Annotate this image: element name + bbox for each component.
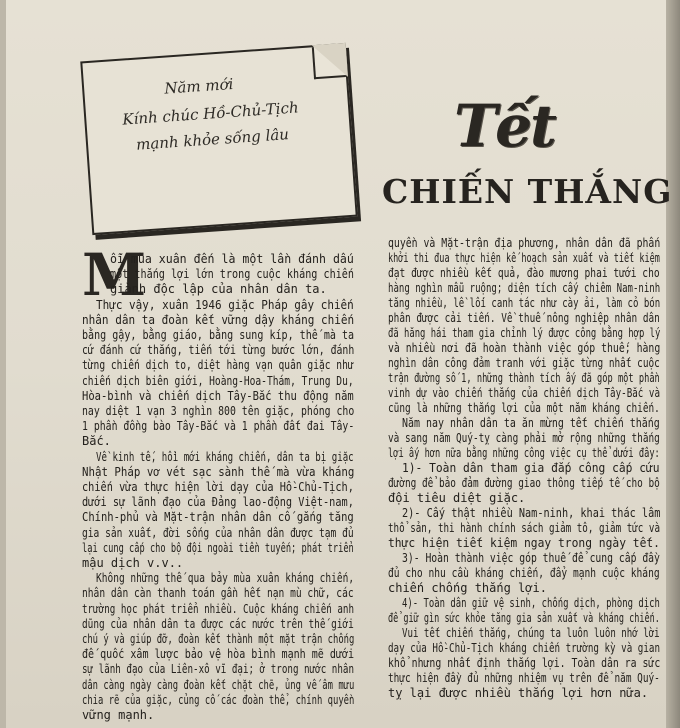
- right-column-line: quyền và Mặt-trận địa phương, nhân dân đã phấn: [388, 236, 661, 250]
- right-column-line: và sang năm Quý-tỵ càng phải mở rộng những thắng: [388, 431, 660, 445]
- left-column-line: nhân dân càn thanh toán gần hết nạn mù chữ, các: [82, 586, 354, 601]
- right-column-line: Năm nay nhân dân ta ăn mừng tết chiến thắng: [402, 416, 660, 430]
- right-column-line: cũng là những thắng lợi của một năm kháng chiến.: [388, 401, 660, 415]
- left-column-line: chiến dịch biên giới, Hoàng-Hoa-Thám, Trung Du,: [82, 373, 354, 388]
- left-column-line: trường học phát triển nhiều. Cuộc kháng chiến anh: [82, 601, 355, 616]
- left-column-line: nhân dân ta đoàn kết vững dậy kháng chiến: [82, 312, 355, 327]
- left-column-line: chiến vừa thực hiện lời dạy của Hồ-Chủ-Tịch,: [82, 480, 354, 494]
- left-column-line: dưới sự lãnh đạo của Đảng lao-động Việt-nam,: [82, 495, 354, 510]
- right-column-line: 3)- Hoàn thành việc góp thuế để cung cấp đầy: [402, 551, 660, 565]
- greeting-line-2: Kính chúc Hồ-Chủ-Tịch: [121, 98, 300, 129]
- greeting-line-1: Năm mới: [163, 74, 234, 98]
- left-column-line: mậu dịch v.v..: [82, 556, 184, 570]
- right-column-line: và nhiều nơi đã hoàn thành việc góp thuế; hàng: [388, 341, 661, 355]
- right-column-line: trận đường số 1, những thành tích ấy đã góp một phần: [388, 371, 660, 385]
- drop-cap: M: [82, 241, 147, 309]
- right-column-line: thổ sản, thi hành chính sách giảm tô, giảm tức và: [388, 521, 661, 535]
- left-column-line: giành độc lập của nhân dân ta.: [110, 282, 327, 297]
- left-column-line: đế quốc xâm lược bảo vệ hòa bình mạnh mẽ dưới: [82, 647, 355, 662]
- left-column-line: Bắc.: [82, 434, 111, 449]
- left-column-line: Chính-phủ và Mặt-trận nhân dân cố gắng tăng: [82, 510, 354, 525]
- right-column-line: phân được cải tiến. Về thuế nông nghiệp nhân dân: [388, 311, 660, 325]
- right-column-line: 2)- Cấy thật nhiều Nam-ninh, khai thác lâm: [402, 506, 661, 520]
- left-column-line: 1 phần đồng bào Tây-Bắc và 1 phần đất đai Tây-: [82, 419, 355, 434]
- left-column-line: cứ đánh cứ thắng, tiến tới từng bước lớn, đánh: [82, 343, 355, 358]
- right-column-line: nghìn dân công đảm tranh với giặc từng nhất cuộc: [388, 356, 660, 370]
- right-column-line: khởi thi đua thực hiện kế hoạch sản xuất và tiết kiệm: [388, 251, 660, 265]
- left-column-line: Không những thế qua bảy mùa xuân kháng chiến,: [96, 571, 355, 586]
- right-column-line: chiến chống thắng lợi.: [388, 581, 547, 595]
- right-column-line: dạy của Hồ-Chủ-Tịch kháng chiến trường kỳ và gian: [388, 641, 661, 655]
- page-edge-right: [666, 0, 680, 728]
- left-column-line: bằng gậy, bằng giáo, bằng sung kíp, thế mà ta: [82, 328, 355, 342]
- right-column-line: đủ cho nhu cầu kháng chiến, đẩy mạnh cuộc kháng: [388, 566, 660, 580]
- left-column-line: dân càng ngày càng đoàn kết chặt chẽ, ủng vế âm mưu: [82, 677, 355, 692]
- right-column-line: Vui tết chiến thắng, chúng ta luôn luôn nhớ lời: [402, 626, 660, 640]
- left-column-line: sự lãnh đạo của Liên-xô vĩ đại; ở trong nước nhân: [82, 662, 355, 677]
- headline-subtitle: CHIẾN THẮNG: [382, 172, 673, 211]
- headline-tet: Tết: [454, 92, 555, 160]
- left-column-line: gia sản xuất, đời sống của nhân dân được tạm đủ: [82, 525, 354, 540]
- left-column-line: chia rẽ của giặc, củng cố các đoàn thể, chính quyền: [82, 692, 355, 707]
- right-column-line: đã hăng hái tham gia chỉnh lý được công bằng hợp lý: [388, 326, 661, 340]
- right-column-line: đạt được nhiều kết quả, đào mương phai tưới cho: [388, 266, 660, 280]
- right-column-line: 4)- Toàn dân giữ vệ sinh, chống dịch, phòng dịch: [402, 596, 660, 610]
- right-column-line: khổ nhưng nhất định thắng lợi. Toàn dân ra sức: [388, 656, 661, 670]
- right-column-line: vinh dự vào chiến thắng của chiến dịch Tây-Bắc và: [388, 386, 661, 400]
- left-column-line: Hòa-bình và chiến dịch Tây-Bắc thu động năm: [82, 388, 354, 403]
- right-column-line: hàng nghìn mẫu ruộng; diện tích cấy chiêm Nam-ninh: [388, 281, 661, 295]
- right-column-line: 1)- Toàn dân tham gia đắp công cấp cứu: [402, 461, 660, 475]
- right-column-line: tăng nhiều, lề lối canh tác như cày ải, làm cỏ bón: [388, 296, 661, 310]
- left-column-line: Về kinh tế, hồi mới kháng chiến, dân ta bị giặc: [96, 449, 354, 464]
- left-column-line: chú ý và giúp đỡ, đoàn kết thành một mặt trận chống: [82, 632, 355, 646]
- left-column-line: từng chiến dịch to, diệt hàng vạn quân giặc như: [82, 358, 354, 373]
- right-column-line: đội tiêu diệt giặc.: [388, 491, 526, 505]
- left-column-line: Nhật Pháp vơ vét sạc sành thế mà vừa kháng: [82, 464, 355, 479]
- right-column-line: lợi ấy hơn nữa bằng những công việc cụ thể dưới đây:: [388, 446, 660, 460]
- page-edge-left: [0, 0, 6, 728]
- right-column-line: để giữ gìn sức khỏe tăng gia sản xuất và kháng chiến.: [388, 611, 660, 625]
- left-column-line: nay diệt 1 vạn 3 nghìn 800 tên giặc, phóng cho: [82, 404, 355, 418]
- left-column-line: Thực vậy, xuân 1946 giặc Pháp gây chiến: [96, 297, 354, 312]
- left-column-line: ỗi mùa xuân đến là một lần đánh dấu: [110, 252, 354, 266]
- left-column-line: vững mạnh.: [82, 708, 155, 722]
- left-column-line: lại cung cấp cho bộ đội ngoài tiền tuyến; phát triển: [82, 540, 354, 555]
- right-column-line: thực hiện đầy đủ những nhiệm vụ trên để năm Quý-: [388, 671, 660, 685]
- left-column-line: dũng của nhân dân ta được các nước trên thế giới: [82, 616, 354, 631]
- greeting-card: [80, 43, 357, 235]
- right-column-line: thực hiện tiết kiệm ngay trong ngày tết.: [388, 536, 660, 550]
- right-column-line: đường để bảo đảm đường giao thông tiếp tế cho bộ: [388, 476, 660, 490]
- left-column-line: một thắng lợi lớn trong cuộc kháng chiến: [110, 267, 354, 282]
- greeting-line-3: mạnh khỏe sống lâu: [135, 125, 290, 154]
- right-column-line: tỵ lại được nhiều thắng lợi hơn nữa.: [388, 686, 649, 700]
- greeting-card-corner: [312, 43, 348, 79]
